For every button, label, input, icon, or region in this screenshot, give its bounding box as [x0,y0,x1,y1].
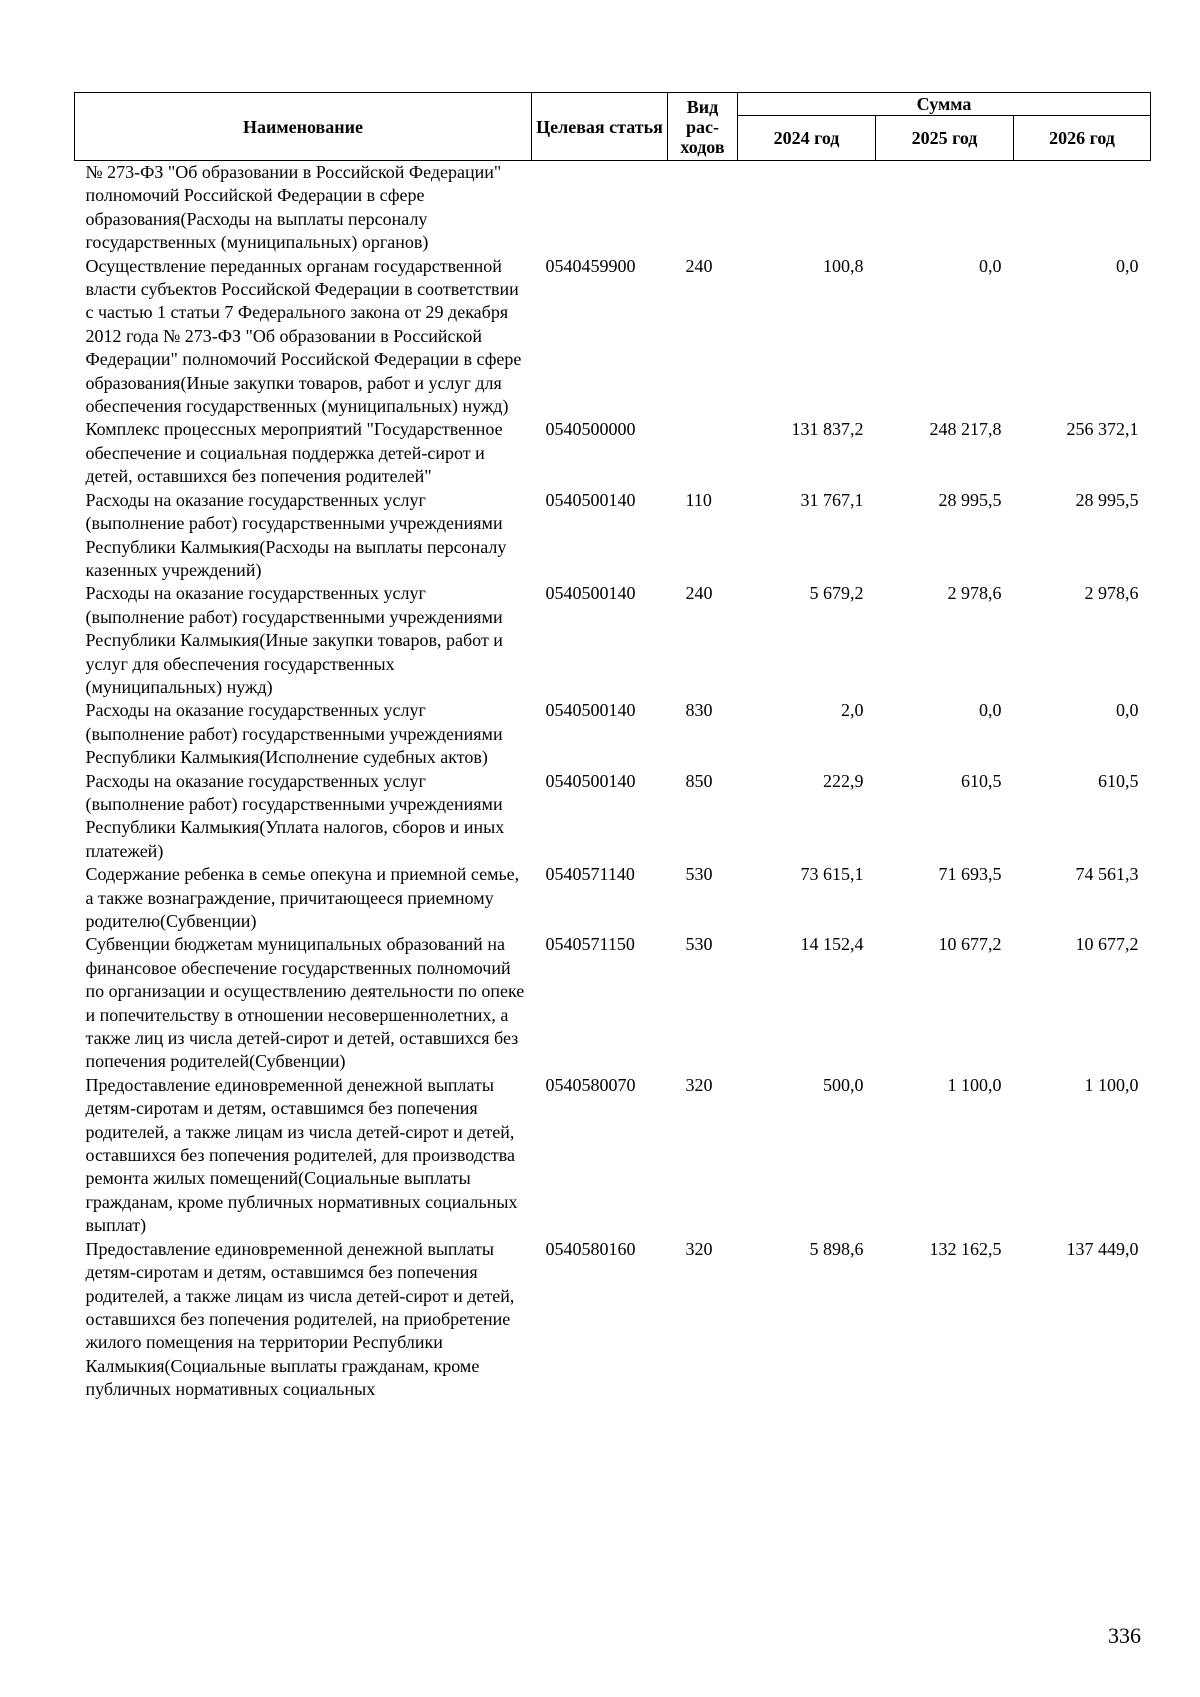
row-value-2024: 14 152,4 [800,934,864,955]
row-value-2025: 71 693,5 [938,864,1002,885]
row-type: 530 [685,934,713,955]
table-row [75,582,1151,699]
row-type: 530 [685,864,713,885]
row-value-2025: 2 978,6 [947,583,1002,604]
row-value-2026: 137 449,0 [1066,1238,1139,1259]
row-name: Субвенции бюджетам муниципальных образований на финансовое обеспечение государственных полномочий по организации и осуществлению деятельности по опеке и попечительству в отношении несовершеннолетних, а также лиц из числа детей-сирот и детей, оставшихся без попечения родителей(Субвенции) [85,934,525,1072]
row-name: № 273-ФЗ "Об образовании в Российской Федерации" полномочий Российской Федерации в сфере образования(Расходы на выплаты персоналу государственных (муниципальных) органов) [85,162,502,253]
row-value-2024: 73 615,1 [800,864,864,885]
row-name: Расходы на оказание государственных услуг (выполнение работ) государственными учреждениями Республики Калмыкия(Иные закупки товаров, работ и услуг для обеспечения государственных (муниципальных) нужд) [85,583,503,697]
row-code: 0540500140 [545,583,636,604]
row-value-2024: 31 767,1 [800,489,864,510]
row-value-2024: 5 898,6 [809,1238,864,1259]
row-value-2025: 610,5 [961,770,1002,791]
row-code: 0540580160 [545,1238,636,1259]
row-value-2025: 10 677,2 [938,934,1002,955]
row-code: 0540500140 [545,489,636,510]
row-name: Предоставление единовременной денежной выплаты детям-сиротам и детям, оставшимся без попечения родителей, а также лицам из числа детей-сирот и детей, оставшихся без попечения родителей, для производства ремонта жилых помещений(Социальные выплаты гражданам, кроме публичных нормативных социальных выплат) [85,1074,518,1236]
row-type: 320 [685,1238,713,1259]
row-value-2024 [738,161,876,255]
row-name: Расходы на оказание государственных услуг (выполнение работ) государственными учреждениями Республики Калмыкия(Уплата налогов, сборов и иных платежей) [85,770,505,861]
row-value-2026: 0,0 [1116,255,1139,276]
row-name: Предоставление единовременной денежной выплаты детям-сиротам и детям, оставшимся без попечения родителей, а также лицам из числа детей-сирот и детей, оставшихся без попечения родителей, на приобретение жилого помещения на территории Республики Калмыкия(Социальные выплаты гражданам, кроме публичных нормативных социальных [85,1238,515,1400]
table-row [75,489,1151,583]
header-type: Вид рас-ходов [668,93,738,161]
table-row [75,1238,1151,1402]
row-value-2025: 132 162,5 [929,1238,1002,1259]
row-value-2025: 1 100,0 [947,1074,1002,1095]
row-type: 240 [685,255,713,276]
table-header [75,93,1151,161]
row-name: Расходы на оказание государственных услуг (выполнение работ) государственными учреждениями Республики Калмыкия(Исполнение судебных актов) [85,700,503,768]
row-type: 110 [685,489,712,510]
row-code: 0540571140 [545,864,635,885]
row-type [668,161,738,255]
row-value-2024: 2,0 [841,700,864,721]
row-value-2025: 28 995,5 [938,489,1002,510]
row-code: 0540500140 [545,700,636,721]
row-value-2025: 0,0 [979,700,1002,721]
row-value-2026 [1014,161,1151,255]
table-row [75,1074,1151,1238]
row-type [668,418,738,488]
row-name: Содержание ребенка в семье опекуна и приемной семье, а также вознаграждение, причитающееся приемному родителю(Субвенции) [85,864,520,931]
row-value-2024: 5 679,2 [809,583,864,604]
row-value-2026: 2 978,6 [1084,583,1139,604]
budget-table [74,92,1151,1402]
table-row [75,255,1151,419]
table-row [75,933,1151,1073]
row-value-2026: 74 561,3 [1075,864,1139,885]
row-value-2024: 131 837,2 [791,419,864,440]
header-year-2024: 2024 год [738,116,876,161]
page-number: 336 [1108,1623,1141,1648]
row-code [532,161,668,255]
row-value-2025: 0,0 [979,255,1002,276]
row-code: 0540580070 [545,1074,636,1095]
row-code: 0540571150 [545,934,635,955]
header-year-2026: 2026 год [1014,116,1151,161]
table-body [75,161,1151,1402]
table-row [75,161,1151,255]
table-row [75,863,1151,933]
row-value-2025: 248 217,8 [929,419,1002,440]
row-value-2026: 256 372,1 [1066,419,1139,440]
row-name: Расходы на оказание государственных услуг (выполнение работ) государственными учреждениями Республики Калмыкия(Расходы на выплаты персоналу казенных учреждений) [85,489,507,580]
row-code: 0540500140 [545,770,636,791]
header-code: Целевая статья [532,93,668,161]
row-value-2026: 610,5 [1098,770,1139,791]
table-row [75,418,1151,488]
row-type: 850 [685,770,713,791]
row-value-2024: 500,0 [823,1074,864,1095]
header-sum: Сумма [738,93,1151,116]
row-value-2025 [876,161,1014,255]
row-value-2024: 100,8 [823,255,864,276]
row-value-2026: 1 100,0 [1084,1074,1139,1095]
row-code: 0540500000 [545,419,636,440]
table-row [75,699,1151,769]
header-year-2025: 2025 год [876,116,1014,161]
document-page [74,92,1150,1402]
table-row [75,770,1151,864]
row-name: Комплекс процессных мероприятий "Государственное обеспечение и социальная поддержка детей-сирот и детей, оставшихся без попечения родителей" [85,419,503,487]
row-type: 320 [685,1074,713,1095]
row-type: 830 [685,700,713,721]
row-value-2026: 28 995,5 [1075,489,1139,510]
row-name: Осуществление переданных органам государственной власти субъектов Российской Федерации в соответствии с частью 1 статьи 7 Федерального закона от 29 декабря 2012 года № 273-ФЗ "Об образовании в Российской Федерации" полномочий Российской Федерации в сфере образования(Иные закупки товаров, работ и услуг для обеспечения государственных (муниципальных) нужд) [85,255,522,417]
row-type: 240 [685,583,713,604]
row-value-2026: 10 677,2 [1075,934,1139,955]
row-value-2026: 0,0 [1116,700,1139,721]
row-value-2024: 222,9 [823,770,864,791]
row-code: 0540459900 [545,255,636,276]
header-name: Наименование [75,93,532,161]
